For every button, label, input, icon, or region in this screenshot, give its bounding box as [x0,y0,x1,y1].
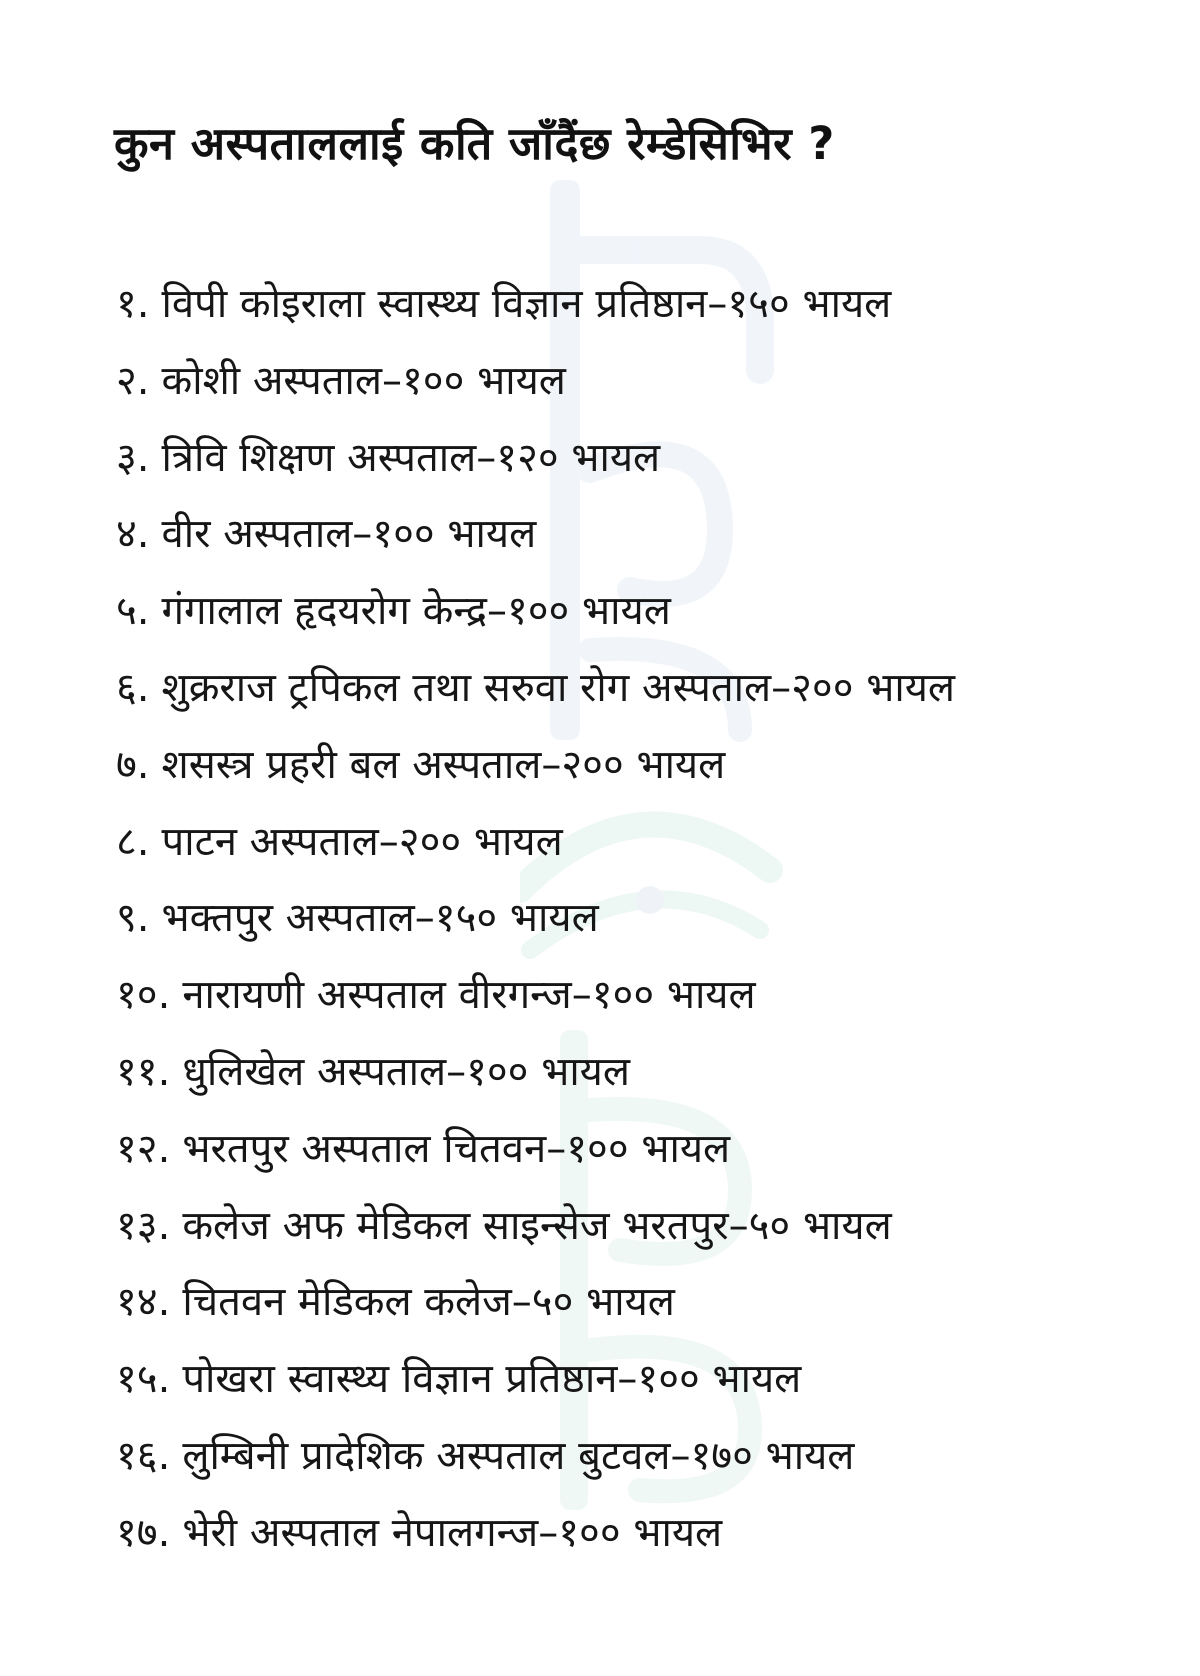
list-item [116,1272,955,1349]
item-text: त्रिवि शिक्षण अस्पताल–१२० भायल [161,434,661,481]
list-item [116,1426,955,1503]
item-text: भेरी अस्पताल नेपालगन्ज–१०० भायल [182,1509,723,1556]
list-item [116,1349,955,1426]
item-text: धुलिखेल अस्पताल–१०० भायल [182,1048,630,1095]
item-number: २. [116,357,150,404]
item-number: १७. [116,1509,171,1556]
list-item [116,1042,955,1119]
list-item [116,812,955,889]
hospital-list [116,274,955,1580]
item-number: १५. [116,1356,171,1403]
item-number: ४. [116,511,150,558]
item-text: कोशी अस्पताल–१०० भायल [161,357,566,404]
list-item [116,504,955,581]
list-item [116,965,955,1042]
list-item [116,658,955,735]
item-text: शुक्रराज ट्रपिकल तथा सरुवा रोग अस्पताल–२०० भायल [161,664,956,711]
item-number: १६. [116,1432,171,1479]
item-text: भक्तपुर अस्पताल–१५० भायल [161,895,599,942]
item-text: नारायणी अस्पताल वीरगन्ज–१०० भायल [182,972,756,1019]
item-text: विपी कोइराला स्वास्थ्य विज्ञान प्रतिष्ठान–१५० भायल [161,281,892,327]
item-text: भरतपुर अस्पताल चितवन–१०० भायल [182,1125,731,1172]
item-text: पाटन अस्पताल–२०० भायल [161,818,563,865]
item-number: ७. [116,741,150,788]
item-number: १. [116,281,150,327]
item-text: लुम्बिनी प्रादेशिक अस्पताल बुटवल–१७० भायल [182,1432,855,1479]
list-item [116,735,955,812]
list-item [116,888,955,965]
item-number: ९. [116,895,150,942]
item-number: ३. [116,434,150,481]
item-text: वीर अस्पताल–१०० भायल [161,511,537,558]
list-item [116,1119,955,1196]
item-number: १०. [116,972,171,1019]
list-item [116,1503,955,1580]
item-text: पोखरा स्वास्थ्य विज्ञान प्रतिष्ठान–१०० भायल [182,1356,802,1403]
list-item [116,274,955,351]
item-text: कलेज अफ मेडिकल साइन्सेज भरतपुर–५० भायल [182,1202,892,1249]
list-item [116,351,955,428]
item-number: ६. [116,664,150,711]
item-text: शसस्त्र प्रहरी बल अस्पताल–२०० भायल [161,741,726,788]
item-number: १२. [116,1125,171,1172]
item-number: ११. [116,1048,171,1095]
item-number: ५. [116,588,150,635]
item-number: १४. [116,1279,171,1326]
item-text: चितवन मेडिकल कलेज–५० भायल [182,1279,675,1326]
item-number: १३. [116,1202,171,1249]
list-item [116,428,955,505]
item-number: ८. [116,818,150,865]
list-item [116,1196,955,1273]
page-title: कुन अस्पताललाई कति जाँदैंछ रेम्डेसिभिर ? [114,117,835,170]
list-item [116,581,955,658]
item-text: गंगालाल हृदयरोग केन्द्र–१०० भायल [161,588,671,635]
